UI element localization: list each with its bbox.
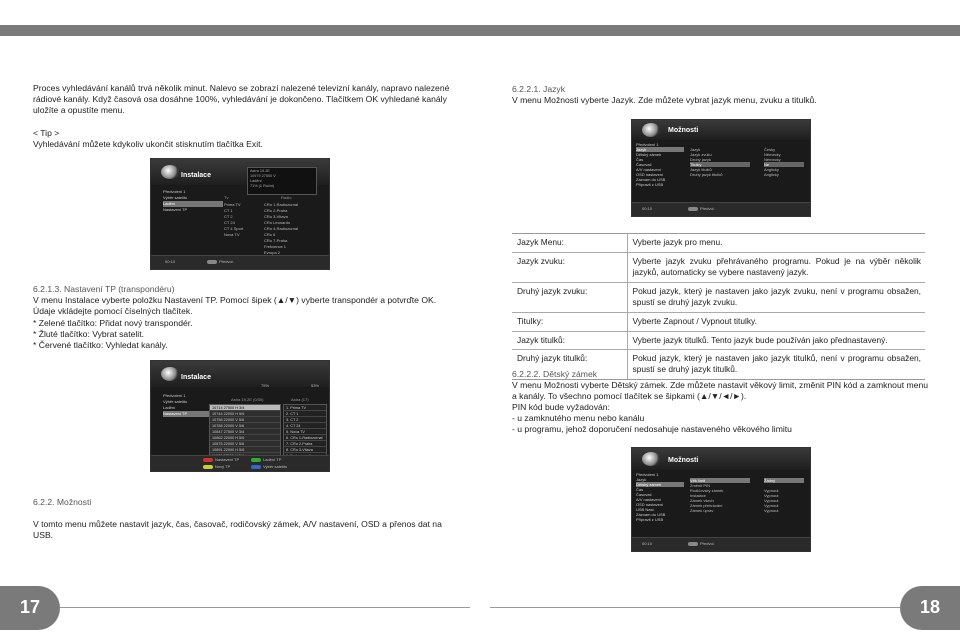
language-table-key: Titulky: bbox=[512, 312, 627, 331]
green-key-icon bbox=[251, 458, 261, 462]
language-table-value: Vyberte jazyk titulků. Tento jazyk bude používán jako přednastavený. bbox=[627, 331, 925, 350]
menu-item-selected: Ladění bbox=[163, 201, 223, 207]
lock-item: - u programu, jehož doporučení nedosahuje nastaveného věkového limitu bbox=[512, 424, 792, 434]
tp-row: 10847 27500 V 3/4 bbox=[210, 429, 280, 435]
language-table-value: Pokud jazyk, který je nastaven jako jazyk zvuku, není v programu obsažen, spustí se druhý jazyk zvuku. bbox=[627, 282, 925, 312]
setting-values bbox=[764, 478, 804, 513]
lang-heading: 6.2.2.1. Jazyk bbox=[512, 84, 566, 94]
signal-quality bbox=[311, 383, 330, 389]
screen-header bbox=[632, 120, 810, 140]
channel-row: 4. CT 24 bbox=[284, 423, 326, 429]
footer-key bbox=[688, 206, 715, 211]
setting-key-selected: Titulky bbox=[690, 162, 750, 167]
list-item: CT 4 Sport bbox=[224, 226, 244, 231]
footer-time: 00:10 bbox=[642, 541, 653, 546]
info-line: 71% (1 Ruční) bbox=[250, 184, 275, 188]
intro-paragraph: Proces vyhledávání kanálů trvá několik minut. Nalevo se zobrazí nalezené televizní kanály, napravo nalezené rádiové kanály. Když časová osa dosáhne 100%, vyhledávání je dokončeno. Tlačítkem OK vyhledané kanály uložíte a opustíte menu. bbox=[33, 83, 450, 116]
language-table-row bbox=[512, 234, 925, 253]
menu-item: Výběr satelitu bbox=[163, 399, 188, 404]
radio-column-head: Radio bbox=[281, 195, 292, 200]
setting-key: Rodičovský zámek bbox=[690, 488, 724, 493]
list-item: CRo 4-Radiozurnal bbox=[264, 226, 299, 231]
menu-item: Záznam do USB bbox=[636, 177, 666, 182]
footer-time: 00:10 bbox=[642, 206, 653, 211]
list-item: Nova TV bbox=[224, 232, 240, 237]
channel-row: 8. CRo 3-Vltava bbox=[284, 447, 326, 453]
menu-item-selected: Nastavení TP bbox=[163, 411, 211, 417]
footer-key bbox=[203, 457, 239, 462]
signal-strength bbox=[261, 383, 291, 389]
list-item: Prima TV bbox=[224, 202, 241, 207]
channel-row: 6. CRo 1-Radiozurnal bbox=[284, 435, 326, 441]
footer-key-label: Výběr satelitu bbox=[263, 464, 288, 469]
setting-value: Vypnout bbox=[764, 488, 779, 493]
list-item: Frekvence 1 bbox=[264, 244, 287, 249]
info-line: Astra 19.2E bbox=[250, 169, 270, 173]
lock-text: V menu Možnosti vyberte Dětský zámek. Zde můžete nastavit věkový limit, změnit PIN kód a zamknout menu a kanály. To všechno pomocí tlačítek se šipkami (▲/▼/◄/►). bbox=[512, 380, 929, 402]
logo-icon bbox=[642, 123, 660, 137]
screenshot-options-childlock bbox=[631, 447, 811, 552]
screenshot-tp-settings bbox=[150, 360, 330, 472]
tip-title: < Tip > bbox=[33, 128, 60, 138]
footer-key-label: Předvol. bbox=[219, 259, 234, 264]
tv-column-head: Tv bbox=[224, 195, 229, 200]
page-number-right: 18 bbox=[900, 586, 960, 630]
channel-row: 7. CRo 2-Praha bbox=[284, 441, 326, 447]
list-item: CT 24 bbox=[224, 220, 235, 225]
language-table-row bbox=[512, 331, 925, 350]
screen-header bbox=[151, 361, 329, 387]
tp-row: 10758 22000 V 5/6 bbox=[210, 417, 280, 423]
setting-value: Vypnout bbox=[764, 493, 779, 498]
key-icon bbox=[688, 207, 698, 211]
quality-value: 53% bbox=[311, 383, 320, 388]
screen-footer bbox=[151, 455, 329, 471]
setting-value: Vypnout bbox=[764, 508, 779, 513]
screen-menu bbox=[636, 472, 684, 522]
screen-title: Možnosti bbox=[668, 127, 699, 134]
setting-key: Zámek úprav bbox=[690, 508, 714, 513]
setting-key: Jazyk titulků bbox=[690, 167, 712, 172]
menu-item: Časovač bbox=[636, 492, 652, 497]
setting-key: Zámek všech bbox=[690, 498, 714, 503]
language-table-key: Druhý jazyk zvuku: bbox=[512, 282, 627, 312]
footer-key bbox=[251, 464, 287, 469]
language-table-key: Jazyk Menu: bbox=[512, 234, 627, 253]
footer-rule-right bbox=[490, 607, 900, 608]
channel-row: 2. CT 1 bbox=[284, 411, 326, 417]
list-item: CRo 2-Praha bbox=[264, 208, 288, 213]
language-table-value: Vyberte jazyk pro menu. bbox=[627, 234, 925, 253]
setting-key: Jazyk zvuku bbox=[690, 152, 712, 157]
screen-menu bbox=[163, 189, 223, 213]
footer-key bbox=[207, 259, 234, 264]
setting-key-selected: Věk limit bbox=[690, 478, 750, 483]
menu-item: Předvolení 1 bbox=[636, 472, 659, 477]
setting-key: Změnit PIN bbox=[690, 483, 711, 488]
menu-item: Časovač bbox=[636, 162, 652, 167]
language-table-value: Vyberte jazyk zvuku přehrávaného programu. Pokud je na výběr několik jazyků, automaticky se vybere nastavený jazyk. bbox=[627, 252, 925, 282]
menu-item: Připravit z USB bbox=[636, 517, 664, 522]
menu-item: A/V nastavení bbox=[636, 167, 661, 172]
setting-value-selected: Ne bbox=[764, 162, 804, 167]
setting-key: Druhý jazyk titulků bbox=[690, 172, 723, 177]
language-table-value: Vyberte Zapnout / Vypnout titulky. bbox=[627, 312, 925, 331]
menu-item-selected: Jazyk bbox=[636, 147, 684, 152]
yellow-key-icon bbox=[203, 465, 213, 469]
channel-list-head: Astra (17) bbox=[291, 397, 309, 402]
setting-key: Zámek přehrávání bbox=[690, 503, 723, 508]
section-options-heading: 6.2.2. Možnosti bbox=[33, 497, 92, 507]
menu-item-selected: Dětský zámek bbox=[636, 482, 684, 487]
list-item: Evropa 2 bbox=[264, 250, 281, 255]
setting-value: Česky bbox=[764, 147, 776, 152]
menu-item: Ladění bbox=[163, 405, 176, 410]
footer-time: 00:10 bbox=[165, 259, 176, 264]
lock-heading: 6.2.2.2. Dětský zámek bbox=[512, 369, 598, 379]
language-table-key: Druhý jazyk titulků: bbox=[512, 350, 627, 380]
menu-item: Výběr satelitu bbox=[163, 195, 188, 200]
footer-key bbox=[251, 457, 281, 462]
red-key-icon bbox=[203, 458, 213, 462]
section-tp-heading: 6.2.1.3. Nastavení TP (transpondéru) bbox=[33, 284, 175, 294]
footer-key-label: Ladění TP bbox=[263, 457, 282, 462]
setting-value: Vypnout bbox=[764, 498, 779, 503]
list-item: CRo 3-Vltava bbox=[264, 214, 288, 219]
footer-key-label: Nový TP bbox=[215, 464, 231, 469]
tp-row: 10862 22000 H 5/6 bbox=[210, 435, 280, 441]
menu-item: Nastavení TP bbox=[163, 207, 188, 212]
setting-value-selected: Žádný bbox=[764, 478, 804, 483]
menu-item: Čas bbox=[636, 487, 644, 492]
menu-item: OSD nastavení bbox=[636, 502, 664, 507]
menu-item: Předvolení 1 bbox=[163, 393, 186, 398]
menu-item: USB Nast. bbox=[636, 507, 655, 512]
info-line: 10979 27500 V bbox=[250, 174, 276, 178]
setting-key: Instalace bbox=[690, 493, 707, 498]
channel-row: 3. CT 2 bbox=[284, 417, 326, 423]
logo-icon bbox=[642, 452, 660, 466]
blue-key-icon bbox=[251, 465, 261, 469]
header-band bbox=[0, 25, 960, 36]
scan-info-box bbox=[247, 167, 317, 195]
screenshot-options-language bbox=[631, 119, 811, 217]
list-item: CT 1 bbox=[224, 208, 233, 213]
language-table-row bbox=[512, 282, 925, 312]
tp-row: 10714 27500 H 3/4 bbox=[210, 405, 280, 411]
tp-list bbox=[209, 404, 281, 457]
screen-menu bbox=[636, 142, 684, 187]
lang-text: V menu Možnosti vyberte Jazyk. Zde můžete vybrat jazyk menu, zvuku a titulků. bbox=[512, 95, 817, 105]
list-item: CT 2 bbox=[224, 214, 233, 219]
footer-key bbox=[688, 541, 715, 546]
top-margin bbox=[0, 0, 960, 25]
tp-row: 10891 22000 H 5/6 bbox=[210, 447, 280, 453]
menu-item: Dětský zámek bbox=[636, 152, 662, 157]
channel-list bbox=[283, 404, 327, 457]
tp-row: 10788 22000 V 5/6 bbox=[210, 423, 280, 429]
bullet-red: * Červené tlačítko: Vyhledat kanály. bbox=[33, 340, 168, 350]
key-icon bbox=[688, 542, 698, 546]
language-table-key: Jazyk titulků: bbox=[512, 331, 627, 350]
key-icon bbox=[207, 260, 217, 264]
setting-value: Anglicky bbox=[764, 167, 779, 172]
screen-menu bbox=[163, 393, 211, 417]
setting-key: Jazyk bbox=[690, 147, 701, 152]
list-item: CRo 1-Radiozurnal bbox=[264, 202, 299, 207]
footer-rule-left bbox=[60, 607, 470, 608]
screenshot-channel-scan bbox=[150, 158, 330, 270]
menu-item: Jazyk bbox=[636, 477, 647, 482]
section-tp-paragraph: V menu Instalace vyberte položku Nastavení TP. Pomocí šipek (▲/▼) vyberte transpondér a potvrďte OK. Údaje vkládejte pomocí číselných tlačítek. bbox=[33, 295, 437, 317]
setting-keys bbox=[690, 478, 750, 513]
bullet-yellow: * Žluté tlačítko: Vybrat satelit. bbox=[33, 329, 144, 339]
menu-item: Čas bbox=[636, 157, 644, 162]
lock-item: - u zamknutého menu nebo kanálu bbox=[512, 413, 645, 423]
list-item: CRo 6 bbox=[264, 232, 276, 237]
language-table-value: Pokud jazyk, který je nastaven jako jazyk titulků, není v programu obsažen, spustí se druhý jazyk titulků. bbox=[627, 350, 925, 380]
logo-icon bbox=[161, 165, 179, 179]
info-line: Ladění bbox=[250, 179, 262, 183]
logo-icon bbox=[161, 367, 179, 381]
bullet-green: * Zelené tlačítko: Přidat nový transpondér. bbox=[33, 318, 193, 328]
menu-item: Předvolení 1 bbox=[636, 142, 659, 147]
menu-item: Záznam do USB bbox=[636, 512, 666, 517]
language-table bbox=[512, 233, 925, 380]
page-number-left: 17 bbox=[0, 586, 60, 630]
signal-value: 75% bbox=[261, 383, 270, 388]
screen-footer bbox=[632, 202, 810, 216]
lock-pin: PIN kód bude vyžadován: bbox=[512, 402, 610, 412]
setting-values bbox=[764, 147, 804, 177]
screen-title: Možnosti bbox=[668, 457, 699, 464]
list-item: CRo Leonardo bbox=[264, 220, 291, 225]
channel-row: 1. Prima TV bbox=[284, 405, 326, 411]
setting-value: Německy bbox=[764, 152, 781, 157]
screen-title: Instalace bbox=[181, 172, 211, 179]
footer-key bbox=[203, 464, 230, 469]
menu-item: A/V nastavení bbox=[636, 497, 661, 502]
screen-footer bbox=[151, 255, 329, 269]
screen-footer bbox=[632, 537, 810, 551]
setting-keys bbox=[690, 147, 750, 177]
setting-value: Anglicky bbox=[764, 172, 779, 177]
setting-value: Vypnout bbox=[764, 503, 779, 508]
menu-item: Předvolení 1 bbox=[163, 189, 186, 194]
menu-item: OSD nastavení bbox=[636, 172, 664, 177]
setting-value: Německy bbox=[764, 157, 781, 162]
footer-key-label: Nastavení TP bbox=[215, 457, 240, 462]
screen-header bbox=[632, 448, 810, 470]
footer-key-label: Předvol. bbox=[700, 541, 715, 546]
tp-row: 10744 22000 H 5/6 bbox=[210, 411, 280, 417]
channel-row: 5. Nova TV bbox=[284, 429, 326, 435]
radio-list bbox=[264, 202, 324, 256]
footer-key-label: Předvol. bbox=[700, 206, 715, 211]
list-item: CRo 7-Praha bbox=[264, 238, 288, 243]
screen-title: Instalace bbox=[181, 374, 211, 381]
language-table-row bbox=[512, 312, 925, 331]
section-options-text: V tomto menu můžete nastavit jazyk, čas, časovač, rodičovský zámek, A/V nastavení, OSD a přenos dat na USB. bbox=[33, 519, 442, 541]
setting-key: Druhý jazyk bbox=[690, 157, 711, 162]
tp-list-head: Astra 19.2E (0/30) bbox=[231, 397, 264, 402]
language-table-key: Jazyk zvuku: bbox=[512, 252, 627, 282]
menu-item: Připravit z USB bbox=[636, 182, 664, 187]
language-table-row bbox=[512, 252, 925, 282]
tp-row: 10876 22000 V 5/6 bbox=[210, 441, 280, 447]
tip-text: Vyhledávání můžete kdykoliv ukončit stisknutím tlačítka Exit. bbox=[33, 139, 263, 149]
